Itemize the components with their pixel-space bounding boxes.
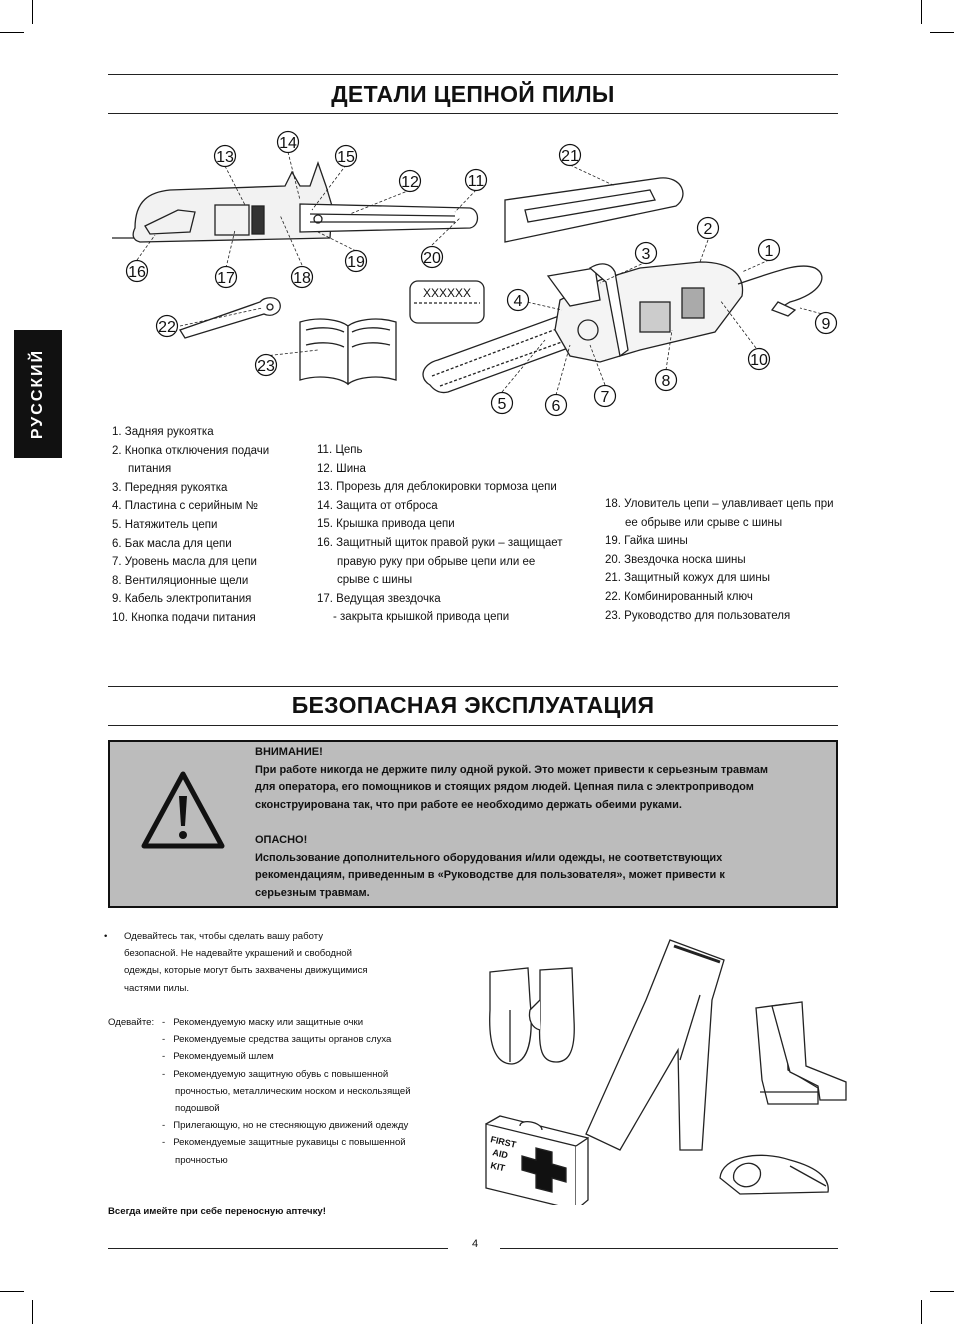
svg-text:14: 14 xyxy=(279,135,297,152)
title-rule-top xyxy=(108,686,838,687)
boots-icon xyxy=(756,1002,846,1104)
warning-line: для оператора, его помощников и стоящих рядом людей. Цепная пила с электроприводом xyxy=(255,781,754,794)
trousers-icon xyxy=(586,940,724,1150)
parts-list-col1 xyxy=(112,423,269,628)
callout-19 xyxy=(346,251,367,272)
list-item: - закрыта крышкой привода цепи xyxy=(333,611,510,624)
callout-10 xyxy=(749,349,770,370)
list-item: 11. Цепь xyxy=(317,444,363,456)
list-item: 9. Кабель электропитания xyxy=(112,593,252,606)
title-rule-top xyxy=(108,74,838,75)
callout-17 xyxy=(216,267,237,288)
warning-text xyxy=(255,744,825,902)
callout-4 xyxy=(508,290,529,311)
crop-mark xyxy=(0,32,24,33)
list-item: 4. Пластина с серийным № xyxy=(112,500,258,513)
list-item: 5. Натяжитель цепи xyxy=(112,518,218,531)
title-rule-bottom xyxy=(108,725,838,726)
helmet-icon xyxy=(720,1155,828,1194)
list-item-cont: прочностью, металлическим носком и нескользящей xyxy=(175,1085,411,1097)
serial-plate-text: XXXXXX xyxy=(422,286,472,300)
callout-18 xyxy=(292,267,313,288)
callout-11 xyxy=(466,170,487,191)
list-item-cont: прочностью xyxy=(175,1154,228,1166)
wear-label: Одевайте: xyxy=(108,1017,155,1028)
language-tab-label: РУССКИЙ xyxy=(29,348,46,440)
kit-label: FIRST xyxy=(489,1134,518,1150)
wear-list xyxy=(162,1014,411,1169)
svg-text:22: 22 xyxy=(158,319,176,336)
footer-rule-right xyxy=(500,1248,838,1249)
footer-rule-left xyxy=(108,1248,448,1249)
crop-mark xyxy=(0,1291,24,1292)
user-manual-book xyxy=(300,319,396,384)
list-item: - Прилегающую, но не стесняющую движений одежду xyxy=(162,1120,409,1132)
list-item: 12. Шина xyxy=(317,462,366,475)
danger-line: серьезным травмам. xyxy=(255,886,370,899)
svg-text:16: 16 xyxy=(128,264,146,281)
list-item: 15. Крышка привода цепи xyxy=(317,518,455,531)
advice-line: Одевайтесь так, чтобы сделать вашу работу xyxy=(124,931,324,942)
svg-text:19: 19 xyxy=(347,254,365,271)
callout-14 xyxy=(278,132,299,153)
crop-mark xyxy=(921,0,922,24)
list-item: 6. Бак масла для цепи xyxy=(112,537,232,550)
parts-section-title: ДЕТАЛИ ЦЕПНОЙ ПИЛЫ xyxy=(331,81,615,107)
first-aid-kit-icon xyxy=(486,1116,588,1205)
callout-6 xyxy=(546,395,567,416)
callout-13 xyxy=(215,146,236,167)
warning-heading: ВНИМАНИЕ! xyxy=(255,746,323,758)
callout-9 xyxy=(816,313,837,334)
svg-text:7: 7 xyxy=(600,389,610,406)
svg-text:18: 18 xyxy=(293,270,311,287)
list-item: ее обрыве или срыве с шины xyxy=(625,516,783,529)
page-number: 4 xyxy=(471,1238,479,1250)
advice-line: безопасной. Не надевайте украшений и свободной xyxy=(124,948,352,960)
callout-2 xyxy=(698,218,719,239)
list-item: - Рекомендуемые средства защиты органов слуха xyxy=(162,1034,392,1046)
warning-line: сконструирована так, что при работе ее необходимо держать обеими руками. xyxy=(255,798,682,811)
callout-3 xyxy=(636,243,657,264)
list-item: - Рекомендуемый шлем xyxy=(162,1051,274,1063)
svg-text:17: 17 xyxy=(217,270,235,287)
list-item: 2. Кнопка отключения подачи xyxy=(112,444,270,457)
callout-23 xyxy=(256,355,277,376)
danger-line: Использование дополнительного оборудования и/или одежды, не соответствующих xyxy=(255,851,723,864)
kit-label: KIT xyxy=(489,1160,506,1174)
svg-text:6: 6 xyxy=(551,398,561,415)
callout-5 xyxy=(492,393,513,414)
clothing-advice xyxy=(124,928,368,997)
callout-7 xyxy=(595,386,616,407)
list-item: питания xyxy=(128,463,172,476)
crop-mark xyxy=(32,0,33,24)
svg-text:3: 3 xyxy=(641,246,651,263)
svg-text:4: 4 xyxy=(513,293,523,310)
list-item-cont: подошвой xyxy=(175,1103,220,1115)
list-item: 19. Гайка шины xyxy=(605,535,688,548)
crop-mark xyxy=(921,1300,922,1324)
crop-mark xyxy=(32,1300,33,1324)
danger-line: рекомендациям, приведенным в «Руководстве для пользователя», может привести к xyxy=(255,869,725,882)
protective-gear-illustration xyxy=(480,935,860,1205)
list-item: 13. Прорезь для деблокировки тормоза цепи xyxy=(317,481,557,494)
title-rule-bottom xyxy=(108,113,838,114)
parts-list-col2 xyxy=(317,441,563,627)
list-item: 20. Звездочка носка шины xyxy=(605,553,746,566)
list-item: - Рекомендуемые защитные рукавицы с повышенной xyxy=(162,1137,406,1149)
saw-main-view xyxy=(423,262,822,393)
list-item: 14. Защита от отброса xyxy=(317,499,438,512)
callout-20 xyxy=(422,247,443,268)
svg-text:20: 20 xyxy=(423,250,441,267)
list-item: правую руку при обрыве цепи или ее xyxy=(337,555,536,568)
list-item: 7. Уровень масла для цепи xyxy=(112,556,257,569)
callout-8 xyxy=(656,370,677,391)
crop-mark xyxy=(930,32,954,33)
callout-12 xyxy=(400,171,421,192)
saw-side-view xyxy=(112,163,478,242)
svg-text:21: 21 xyxy=(561,148,579,165)
svg-text:5: 5 xyxy=(497,396,507,413)
advice-line: одежды, которые могут быть захвачены движущимися xyxy=(124,965,368,977)
list-item: 16. Защитный щиток правой руки – защищает xyxy=(317,536,563,549)
svg-text:11: 11 xyxy=(467,173,485,190)
list-item: 3. Передняя рукоятка xyxy=(112,481,228,494)
advice-line: частями пилы. xyxy=(124,982,190,994)
chainsaw-parts-diagram xyxy=(108,126,848,422)
first-aid-note: Всегда имейте при себе переносную аптечку! xyxy=(108,1206,326,1217)
svg-text:8: 8 xyxy=(661,373,671,390)
svg-text:10: 10 xyxy=(750,352,768,369)
list-item: 18. Уловитель цепи – улавливает цепь при xyxy=(605,498,834,510)
list-item: срыве с шины xyxy=(337,574,413,587)
danger-heading: ОПАСНО! xyxy=(255,833,308,846)
parts-list-col3 xyxy=(605,495,834,625)
list-item: 21. Защитный кожух для шины xyxy=(605,572,770,585)
svg-text:15: 15 xyxy=(337,149,355,166)
svg-text:13: 13 xyxy=(216,149,234,166)
mittens-icon xyxy=(490,968,575,1064)
callout-16 xyxy=(127,261,148,282)
svg-text:1: 1 xyxy=(764,243,774,260)
warning-box xyxy=(108,740,838,908)
kit-label: AID xyxy=(491,1147,509,1161)
list-item: 22. Комбинированный ключ xyxy=(605,590,753,603)
svg-text:2: 2 xyxy=(703,221,713,238)
callout-15 xyxy=(336,146,357,167)
warning-triangle-icon xyxy=(140,768,226,852)
callout-21 xyxy=(560,145,581,166)
list-item: - Рекомендуемую маску или защитные очки xyxy=(162,1017,364,1028)
language-tab xyxy=(14,330,62,458)
callout-22 xyxy=(157,316,178,337)
list-item: 10. Кнопка подачи питания xyxy=(112,611,256,624)
list-item: - Рекомендуемую защитную обувь с повышенной xyxy=(162,1068,389,1080)
warning-line: При работе никогда не держите пилу одной рукой. Это может привести к серьезным травмам xyxy=(255,763,769,776)
list-item: 23. Руководство для пользователя xyxy=(605,609,791,622)
safety-section-title: БЕЗОПАСНАЯ ЭКСПЛУАТАЦИЯ xyxy=(291,692,655,718)
svg-text:9: 9 xyxy=(821,316,831,333)
crop-mark xyxy=(930,1291,954,1292)
list-item: 8. Вентиляционные щели xyxy=(112,574,249,587)
list-item: 17. Ведущая звездочка xyxy=(317,592,441,605)
bar-cover xyxy=(505,178,683,242)
combination-wrench xyxy=(180,298,280,338)
svg-text:23: 23 xyxy=(257,358,275,375)
callout-1 xyxy=(759,240,780,261)
list-item: 1. Задняя рукоятка xyxy=(112,426,214,438)
bullet-marker: • xyxy=(104,931,108,942)
svg-text:12: 12 xyxy=(401,174,419,191)
